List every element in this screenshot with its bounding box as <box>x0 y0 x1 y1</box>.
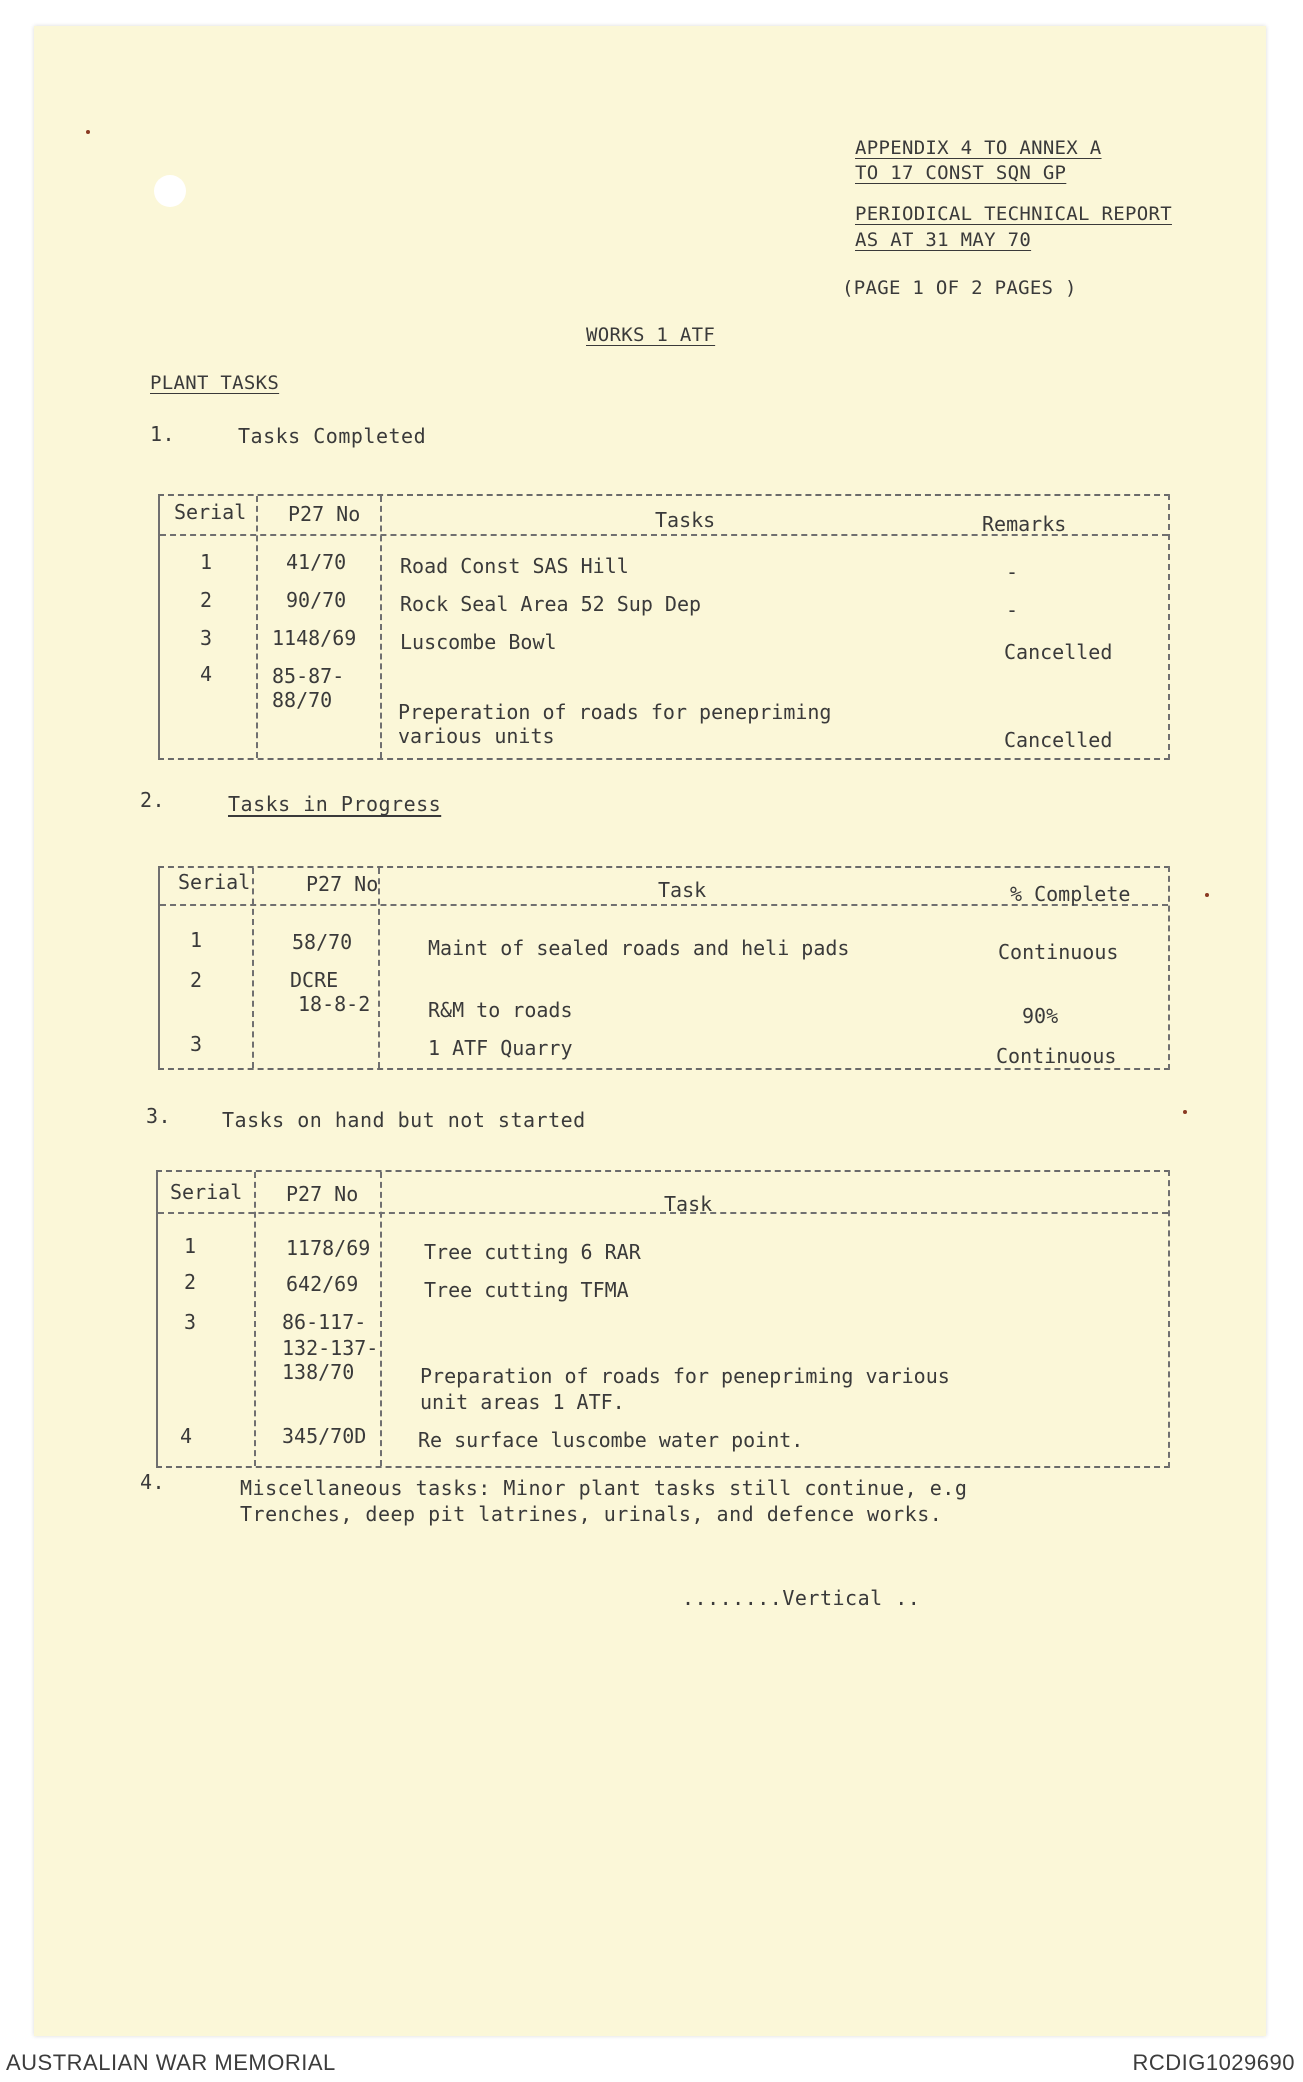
remark-cell: - <box>1006 560 1019 584</box>
p27-cell: DCRE <box>290 968 339 992</box>
s4-number: 4. <box>140 1470 166 1494</box>
p27-cell: 138/70 <box>282 1360 355 1384</box>
s2-col-p27: P27 No <box>306 872 379 896</box>
p27-cell: 1178/69 <box>286 1236 371 1260</box>
column-divider <box>254 1172 256 1466</box>
task-cell: Maint of sealed roads and heli pads <box>428 936 850 960</box>
p27-cell: 345/70D <box>282 1424 367 1448</box>
remark-cell: Cancelled <box>1004 728 1113 752</box>
serial-cell: 2 <box>200 588 213 612</box>
p27-cell: 58/70 <box>292 930 353 954</box>
section-title: PLANT TASKS <box>150 372 280 394</box>
page-indicator: (PAGE 1 OF 2 PAGES ) <box>842 277 1077 299</box>
s2-col-task: Task <box>658 878 707 902</box>
serial-cell: 4 <box>180 1424 193 1448</box>
s1-col-serial: Serial <box>174 500 247 524</box>
paper-speck <box>1205 893 1209 897</box>
s1-number: 1. <box>150 422 176 446</box>
s4-line-2: Trenches, deep pit latrines, urinals, and defence works. <box>240 1502 943 1526</box>
header-line-2: TO 17 CONST SQN GP <box>855 162 1067 184</box>
serial-cell: 3 <box>184 1310 197 1334</box>
s3-col-serial: Serial <box>170 1180 243 1204</box>
complete-cell: Continuous <box>996 1044 1117 1068</box>
s3-col-p27: P27 No <box>286 1182 359 1206</box>
paper-speck <box>1183 1110 1187 1114</box>
continuation-note: ........Vertical .. <box>682 1586 921 1610</box>
complete-cell: Continuous <box>998 940 1119 964</box>
s3-heading: Tasks on hand but not started <box>222 1108 586 1132</box>
column-divider <box>252 868 254 1068</box>
task-cell: Preparation of roads for penepriming various <box>420 1364 950 1388</box>
column-divider <box>378 868 380 1068</box>
serial-cell: 1 <box>190 928 203 952</box>
p27-cell: 90/70 <box>286 588 347 612</box>
s2-table <box>158 866 1170 1070</box>
paper-speck <box>86 130 90 134</box>
s1-col-tasks: Tasks <box>655 508 716 532</box>
task-cell: various units <box>398 724 555 748</box>
p27-cell: 41/70 <box>286 550 347 574</box>
serial-cell: 2 <box>190 968 203 992</box>
header-line-3: PERIODICAL TECHNICAL REPORT <box>855 203 1172 225</box>
p27-cell: 18-8-2 <box>298 992 371 1016</box>
remark-cell: Cancelled <box>1004 640 1113 664</box>
s1-col-remarks: Remarks <box>982 512 1067 536</box>
s3-col-task: Task <box>664 1192 713 1216</box>
p27-cell: 88/70 <box>272 688 333 712</box>
serial-cell: 3 <box>190 1032 203 1056</box>
task-cell: Road Const SAS Hill <box>400 554 629 578</box>
s2-col-serial: Serial <box>178 870 251 894</box>
p27-cell: 1148/69 <box>272 626 357 650</box>
punch-hole <box>154 175 186 207</box>
s2-col-complete: % Complete <box>1010 882 1131 906</box>
p27-cell: 642/69 <box>286 1272 359 1296</box>
p27-cell: 86-117- <box>282 1310 367 1334</box>
document-id: RCDIG1029690 <box>1132 2050 1295 2075</box>
task-cell: Tree cutting TFMA <box>424 1278 629 1302</box>
task-cell: 1 ATF Quarry <box>428 1036 573 1060</box>
task-cell: Re surface luscombe water point. <box>418 1428 804 1452</box>
p27-cell: 132-137- <box>282 1336 379 1360</box>
s1-col-p27: P27 No <box>288 502 361 526</box>
task-cell: Rock Seal Area 52 Sup Dep <box>400 592 702 616</box>
column-divider <box>380 1172 382 1466</box>
header-line-4: AS AT 31 MAY 70 <box>855 229 1032 251</box>
serial-cell: 2 <box>184 1270 197 1294</box>
task-cell: Preperation of roads for penepriming <box>398 700 832 724</box>
document-title: WORKS 1 ATF <box>586 324 716 346</box>
s1-heading: Tasks Completed <box>238 424 427 448</box>
remark-cell: - <box>1006 598 1019 622</box>
serial-cell: 4 <box>200 662 213 686</box>
header-line-1: APPENDIX 4 TO ANNEX A <box>855 137 1102 159</box>
s2-heading: Tasks in Progress <box>228 792 442 816</box>
s1-table <box>158 494 1170 760</box>
task-cell: Tree cutting 6 RAR <box>424 1240 641 1264</box>
s4-line-1: Miscellaneous tasks: Minor plant tasks still continue, e.g <box>240 1476 968 1500</box>
archive-label: AUSTRALIAN WAR MEMORIAL <box>6 2050 336 2075</box>
task-cell: R&M to roads <box>428 998 573 1022</box>
serial-cell: 1 <box>200 550 213 574</box>
p27-cell: 85-87- <box>272 664 345 688</box>
complete-cell: 90% <box>1022 1004 1059 1028</box>
task-cell: Luscombe Bowl <box>400 630 557 654</box>
s3-number: 3. <box>146 1104 172 1128</box>
header-divider <box>158 1212 1168 1214</box>
serial-cell: 1 <box>184 1234 197 1258</box>
task-cell: unit areas 1 ATF. <box>420 1390 625 1414</box>
serial-cell: 3 <box>200 626 213 650</box>
s3-table <box>156 1170 1170 1468</box>
s2-number: 2. <box>140 788 166 812</box>
